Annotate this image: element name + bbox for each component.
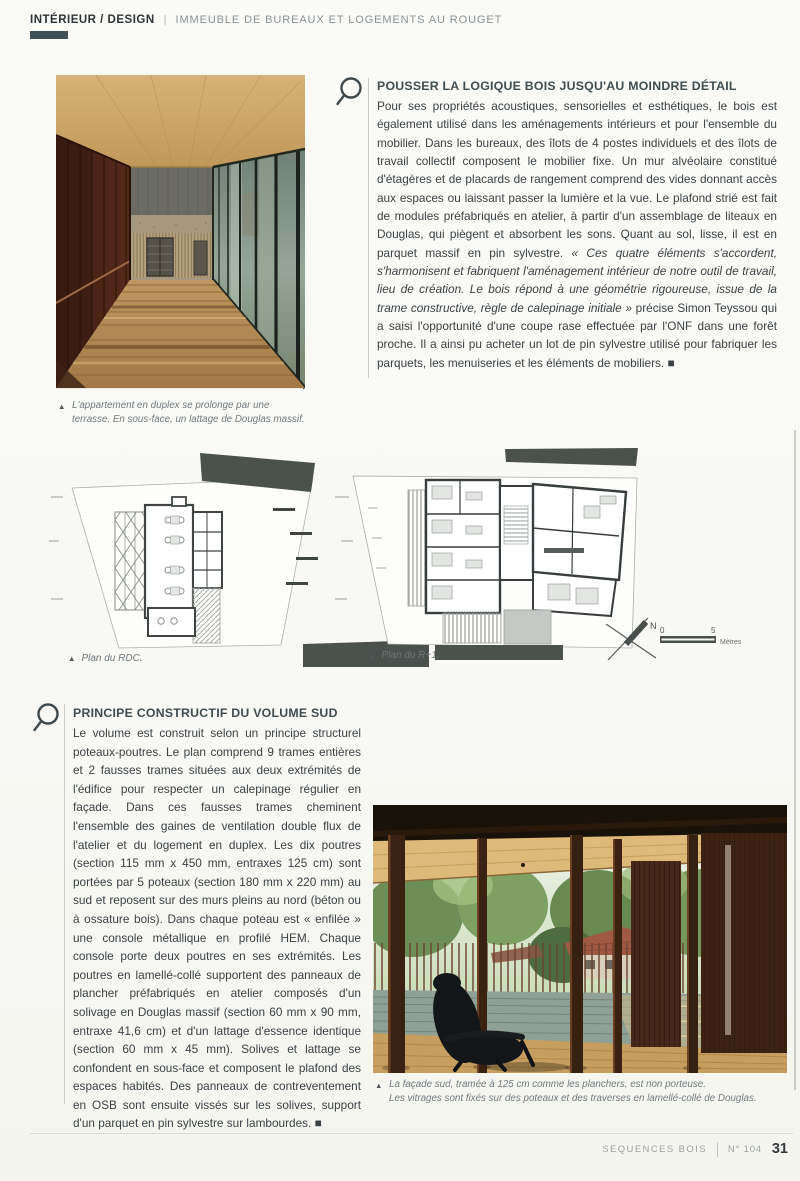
photo2-caption-line1: La façade sud, tramée à 125 cm comme les planchers, est non porteuse. <box>389 1079 706 1090</box>
scale-unit-label: Mètres <box>720 639 742 646</box>
plan-r1-caption <box>368 650 440 661</box>
footer-magazine-name: SEQUENCES BOIS <box>602 1143 707 1155</box>
article1-title: POUSSER LA LOGIQUE BOIS JUSQU'AU MOINDRE DÉTAIL <box>377 79 737 93</box>
caption-triangle-icon: ▲ <box>368 651 376 660</box>
scale-start-label: 0 <box>660 626 665 635</box>
article1-quote: « Ces quatre éléments s'accordent, s'harmonisent et fabriquent l'aménagement intérieur de notre outil de travail, lieu de création. Le bois répond à une géométrie rigoureuse, issue de la trame constructive, règle de calepinage initiale » <box>377 245 777 315</box>
header-article-title: IMMEUBLE DE BUREAUX ET LOGEMENTS AU ROUGET <box>175 14 503 26</box>
plan-r1-caption-text: Plan du R+1. <box>381 650 440 661</box>
article2-title: PRINCIPE CONSTRUCTIF DU VOLUME SUD <box>73 706 338 720</box>
article1-body-post: précise Simon Teyssou qui a saisi l'opportunité d'une coupe rase effectuée par l'ONF dans une forêt proche. Il a ainsi pu acheter un lot de pin sylvestre utilisé pour fabriquer les parquets, les menuiseries et les éléments de mobiliers. ■ <box>377 300 777 370</box>
article1-divider <box>368 78 369 378</box>
photo1-caption <box>58 399 308 426</box>
caption-triangle-icon: ▲ <box>68 654 76 663</box>
article2-divider <box>64 704 65 1104</box>
caption-triangle-icon: ▲ <box>375 1081 383 1090</box>
wood-shutter-panels <box>631 833 787 1053</box>
photo-south-facade <box>373 805 787 1104</box>
article2-body: Le volume est construit selon un principe structurel poteaux-poutres. Le plan comprend 9 trames entières et 2 fausses trames situées aux deux extrémités de l'édifice pour respecter un calepinage régulier en façade. Dans ces fausses trames cheminent l'ensemble des gaines de ventilation double flux de l'atelier et du logement en duplex. Les dix poutres (section 115 mm x 450 mm, entraxes 125 cm) sont portées par 5 poteaux (section 180 mm x 220 mm) au sud et reposent sur des murs pleins au nord (béton ou à ossature bois). Dans chaque poteau est « enfilée » une console métallique en profilé HEM. Chaque console porte deux poutres en ses extrémités. Les poutres en lamellé-collé supportent des panneaux de plancher préfabriqués en atelier composés d'un solivage en Douglas massif (section 60 mm x 90 mm, entraxe 41,6 cm) et d'un lattage d'essence identique (section 60 mm x 45 mm). Solives et lattage se confondent en sous-face et composent le plafond des espaces habités. Des panneaux de contreventement en OSB sont ensuite vissés sur les solives, support d'un parquet en pin sylvestre sur lambourdes. ■ <box>73 726 361 1131</box>
footer-rule <box>30 1133 793 1134</box>
north-arrow <box>602 612 664 662</box>
courtyard-building <box>130 167 213 280</box>
photo2-caption-line2: Les vitrages sont fixés sur des poteaux et des traverses en lamellé-collé de Douglas. <box>389 1092 757 1104</box>
plan-rdc-caption <box>68 653 143 664</box>
scan-page-edge <box>794 430 796 1090</box>
photo1-caption-text: L'appartement en duplex se prolonge par une terrasse. En sous-face, un lattage de Douglas massif. <box>72 400 305 425</box>
accent-bar <box>30 31 68 39</box>
article1-body-pre: Pour ses propriétés acoustiques, sensorielles et esthétiques, le bois est également utilisé dans les aménagements intérieurs et pour l'ensemble du mobilier. Dans les bureaux, des îlots de 4 postes individuels et des îlots de travail collectif composent le mobilier fixe. Un mur alvéolaire constitué d'étagères et de placards de rangement comprend des vides donnant accès aux espaces ou laissant passer la lumière et la vue. Le plafond strié est fait de modules préfabriqués en atelier, à partir d'un assemblage de liteaux en Douglas, qui piègent et absorbent les sons. Quant au sol, lisse, il est en parquet massif en pin sylvestre. <box>377 99 777 260</box>
magnifier-icon <box>334 76 366 110</box>
footer <box>602 1141 788 1157</box>
page-header <box>30 14 502 26</box>
footer-page-number: 31 <box>771 1141 788 1157</box>
plan-r1-drawing <box>353 448 638 660</box>
header-section-label: INTÉRIEUR / DESIGN <box>30 14 155 26</box>
scale-end-label: 5 <box>711 626 716 635</box>
plan-rdc-caption-text: Plan du RDC. <box>81 653 143 664</box>
photo-duplex-terrace <box>56 75 305 425</box>
header-separator: | <box>163 14 167 26</box>
duplex-terrace-illustration <box>56 75 305 389</box>
photo2-caption <box>375 1078 787 1105</box>
scale-bar <box>658 624 758 648</box>
north-label: N <box>650 621 657 631</box>
footer-divider <box>717 1142 718 1157</box>
magnifier-icon <box>31 702 63 736</box>
south-facade-illustration <box>373 805 787 1073</box>
caption-triangle-icon: ▲ <box>58 402 66 411</box>
article1-body <box>377 97 777 372</box>
footer-issue-number: N° 104 <box>727 1143 762 1155</box>
